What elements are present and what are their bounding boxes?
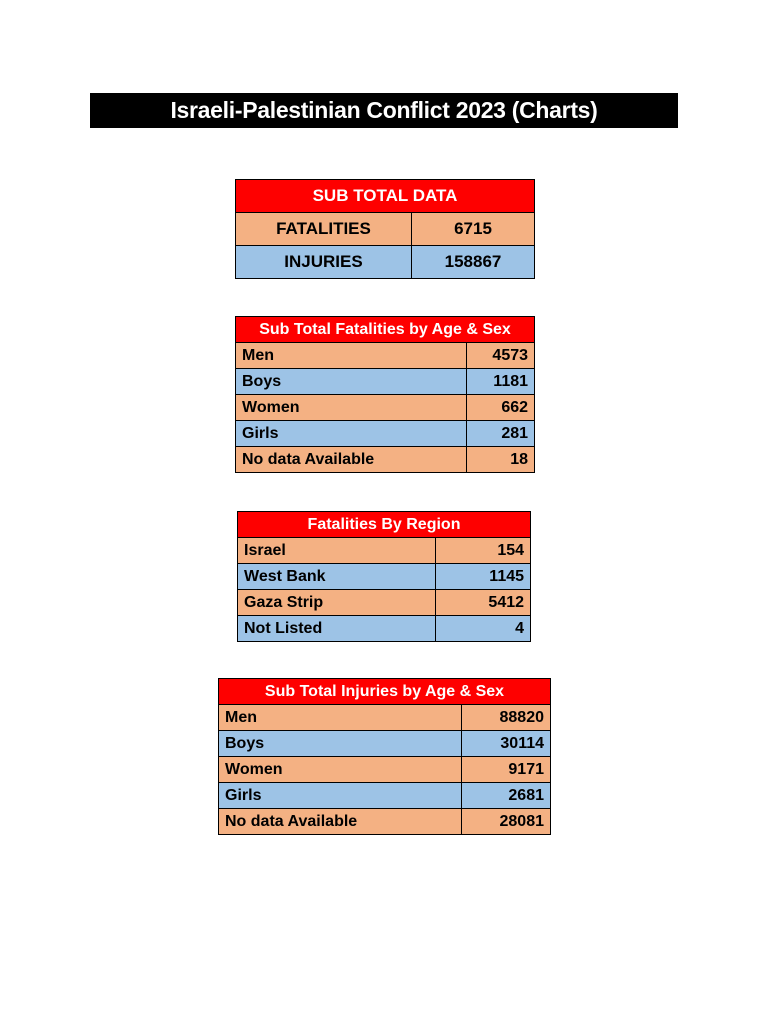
row-value: 4573 — [467, 343, 535, 369]
row-label: Girls — [236, 421, 467, 447]
table-row — [219, 731, 551, 757]
table-row — [236, 343, 535, 369]
row-value: 281 — [467, 421, 535, 447]
row-label: Women — [236, 395, 467, 421]
subtotal-table — [235, 179, 535, 279]
table-row — [236, 369, 535, 395]
table-row — [236, 447, 535, 473]
row-value: 158867 — [412, 246, 535, 279]
row-label: West Bank — [238, 564, 436, 590]
row-label: INJURIES — [236, 246, 412, 279]
row-value: 1145 — [436, 564, 531, 590]
table-row — [236, 421, 535, 447]
row-value: 18 — [467, 447, 535, 473]
row-label: Boys — [219, 731, 462, 757]
row-label: Girls — [219, 783, 462, 809]
table-row — [238, 616, 531, 642]
table-row — [238, 590, 531, 616]
subtotal-header: SUB TOTAL DATA — [236, 180, 535, 213]
row-label: No data Available — [219, 809, 462, 835]
fatalities-age-sex-header: Sub Total Fatalities by Age & Sex — [236, 317, 535, 343]
injuries-age-sex-table — [218, 678, 551, 835]
row-label: Men — [236, 343, 467, 369]
table-row — [219, 757, 551, 783]
table-row — [236, 213, 535, 246]
table-row — [236, 395, 535, 421]
fatalities-region-table — [237, 511, 531, 642]
table-row — [238, 538, 531, 564]
table-row — [219, 783, 551, 809]
row-label: Men — [219, 705, 462, 731]
row-label: No data Available — [236, 447, 467, 473]
fatalities-age-sex-table — [235, 316, 535, 473]
row-label: Boys — [236, 369, 467, 395]
row-label: FATALITIES — [236, 213, 412, 246]
row-label: Israel — [238, 538, 436, 564]
row-value: 30114 — [462, 731, 551, 757]
table-row — [238, 564, 531, 590]
injuries-age-sex-header: Sub Total Injuries by Age & Sex — [219, 679, 551, 705]
row-value: 2681 — [462, 783, 551, 809]
row-value: 5412 — [436, 590, 531, 616]
page-title: Israeli-Palestinian Conflict 2023 (Charts) — [90, 93, 678, 128]
table-row — [219, 705, 551, 731]
fatalities-region-header: Fatalities By Region — [238, 512, 531, 538]
row-value: 88820 — [462, 705, 551, 731]
table-row — [236, 246, 535, 279]
row-value: 154 — [436, 538, 531, 564]
row-label: Gaza Strip — [238, 590, 436, 616]
row-value: 28081 — [462, 809, 551, 835]
row-value: 1181 — [467, 369, 535, 395]
row-value: 662 — [467, 395, 535, 421]
row-value: 9171 — [462, 757, 551, 783]
row-value: 6715 — [412, 213, 535, 246]
row-label: Not Listed — [238, 616, 436, 642]
row-label: Women — [219, 757, 462, 783]
row-value: 4 — [436, 616, 531, 642]
table-row — [219, 809, 551, 835]
